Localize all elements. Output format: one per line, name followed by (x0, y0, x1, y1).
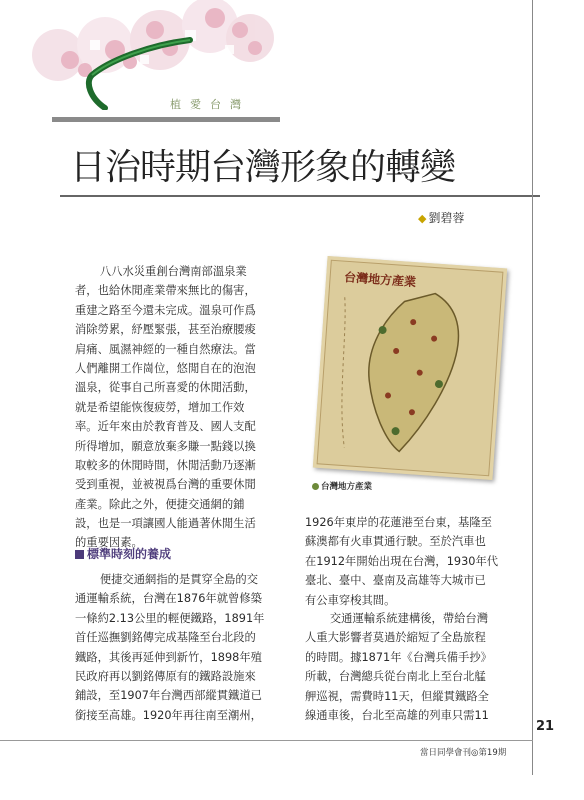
author-line (418, 209, 464, 226)
author-name: 劉碧蓉 (428, 211, 465, 225)
cherry-blossom-decoration (30, 0, 280, 110)
text-line: 首任巡撫劉銘傳完成基隆至台北段的 (75, 631, 256, 645)
text-line: 設，也是一項讓國人能過著休閒生活 (75, 517, 256, 531)
page-number: 21 (536, 719, 555, 734)
text-line: 者，也給休閒產業帶來無比的傷害， (75, 284, 256, 298)
text-line: 通運輸系統，台灣在1876年就曾修築 (75, 592, 262, 606)
body-column-right-top (305, 513, 518, 610)
title-underline (60, 195, 540, 197)
body-column-left-bottom (75, 570, 280, 725)
text-line: 就是希望能恢復疲勞，增加工作效 (75, 400, 245, 414)
text-line: 肩痛、風濕神經的一種自然療法。當 (75, 342, 256, 356)
square-bullet-icon (75, 550, 84, 559)
text-line: 1926年東岸的花蓮港至台東，基隆至 (305, 516, 492, 529)
text-line: 重建之路至今還未完成。溫泉可作爲 (75, 303, 256, 317)
caption-text: 台灣地方產業 (321, 482, 373, 492)
figure-caption (312, 480, 372, 492)
text-line: 便捷交通網指的是貫穿全島的交 (99, 573, 259, 586)
text-line: 鋪設，至1907年台灣西部縱貫鐵道已 (75, 689, 262, 703)
text-line: 消除勞累，紓壓緊張，甚至治療腰痠 (75, 323, 256, 337)
text-line: 一條約2.13公里的輕便鐵路，1891年 (75, 611, 265, 625)
text-line: 的時間。據1871年《台灣兵備手抄》 (305, 650, 492, 664)
text-line: 在1912年開始出現在台灣，1930年代 (305, 554, 499, 568)
text-line: 率。近年來由於教育普及、國人支配 (75, 420, 256, 434)
text-line: 所得增加，願意放棄多賺一點錢以換 (75, 439, 256, 453)
text-line: 人重大影響者莫過於縮短了全島旅程 (305, 631, 486, 645)
section-rule (52, 117, 280, 122)
section-label: 植愛台灣 (170, 98, 250, 111)
text-line: 線通車後，台北至高雄的列車只需11 (305, 708, 489, 722)
subheading (75, 545, 171, 562)
text-line: 有公車穿梭其間。 (305, 593, 396, 607)
body-column-right-bottom (305, 609, 518, 725)
margin-rule (532, 0, 533, 775)
text-line: 八八水災重創台灣南部溫泉業 (99, 265, 247, 278)
text-line: 人們離開工作崗位，悠閒自在的泡泡 (75, 361, 256, 375)
bullet-dot-icon (312, 483, 319, 490)
text-line: 溫泉，從事自己所喜愛的休閒活動， (75, 381, 256, 395)
footer-text: 當日同學會刊◎第19期 (420, 748, 507, 758)
taiwan-map-image (313, 256, 507, 480)
text-line: 鐵路，其後再延伸到新竹，1898年殖 (75, 650, 262, 664)
text-line: 所載，台灣總兵從台南北上至台北艋 (305, 670, 486, 684)
text-line: 的重要因素。 (75, 536, 143, 550)
text-line: 受到重視，並被視爲台灣的重要休閒 (75, 478, 256, 492)
text-line: 民政府再以劉銘傳原有的鐵路設施來 (75, 669, 256, 683)
text-line: 蘇澳都有火車貫通行駛。至於汽車也 (305, 535, 486, 549)
body-column-left-top (75, 262, 280, 553)
text-line: 取較多的休閒時間，休閒活動乃逐漸 (75, 458, 256, 472)
text-line: 交通運輸系統建構後，帶給台灣 (329, 612, 489, 625)
footer-rule (0, 740, 533, 741)
article-title: 日治時期台灣形象的轉變 (70, 147, 456, 188)
subheading-text: 標準時刻的養成 (87, 547, 172, 561)
diamond-icon: ◆ (418, 212, 427, 225)
text-line: 產業。除此之外，便捷交通網的鋪 (75, 497, 245, 511)
text-line: 舺巡視，需費時11天，但縱貫鐵路全 (305, 689, 489, 703)
text-line: 銜接至高雄。1920年再往南至潮州， (75, 708, 262, 722)
map-title-text: 台灣地方產業 (343, 270, 417, 290)
text-line: 臺北、臺中、臺南及高雄等大城市已 (305, 574, 486, 588)
